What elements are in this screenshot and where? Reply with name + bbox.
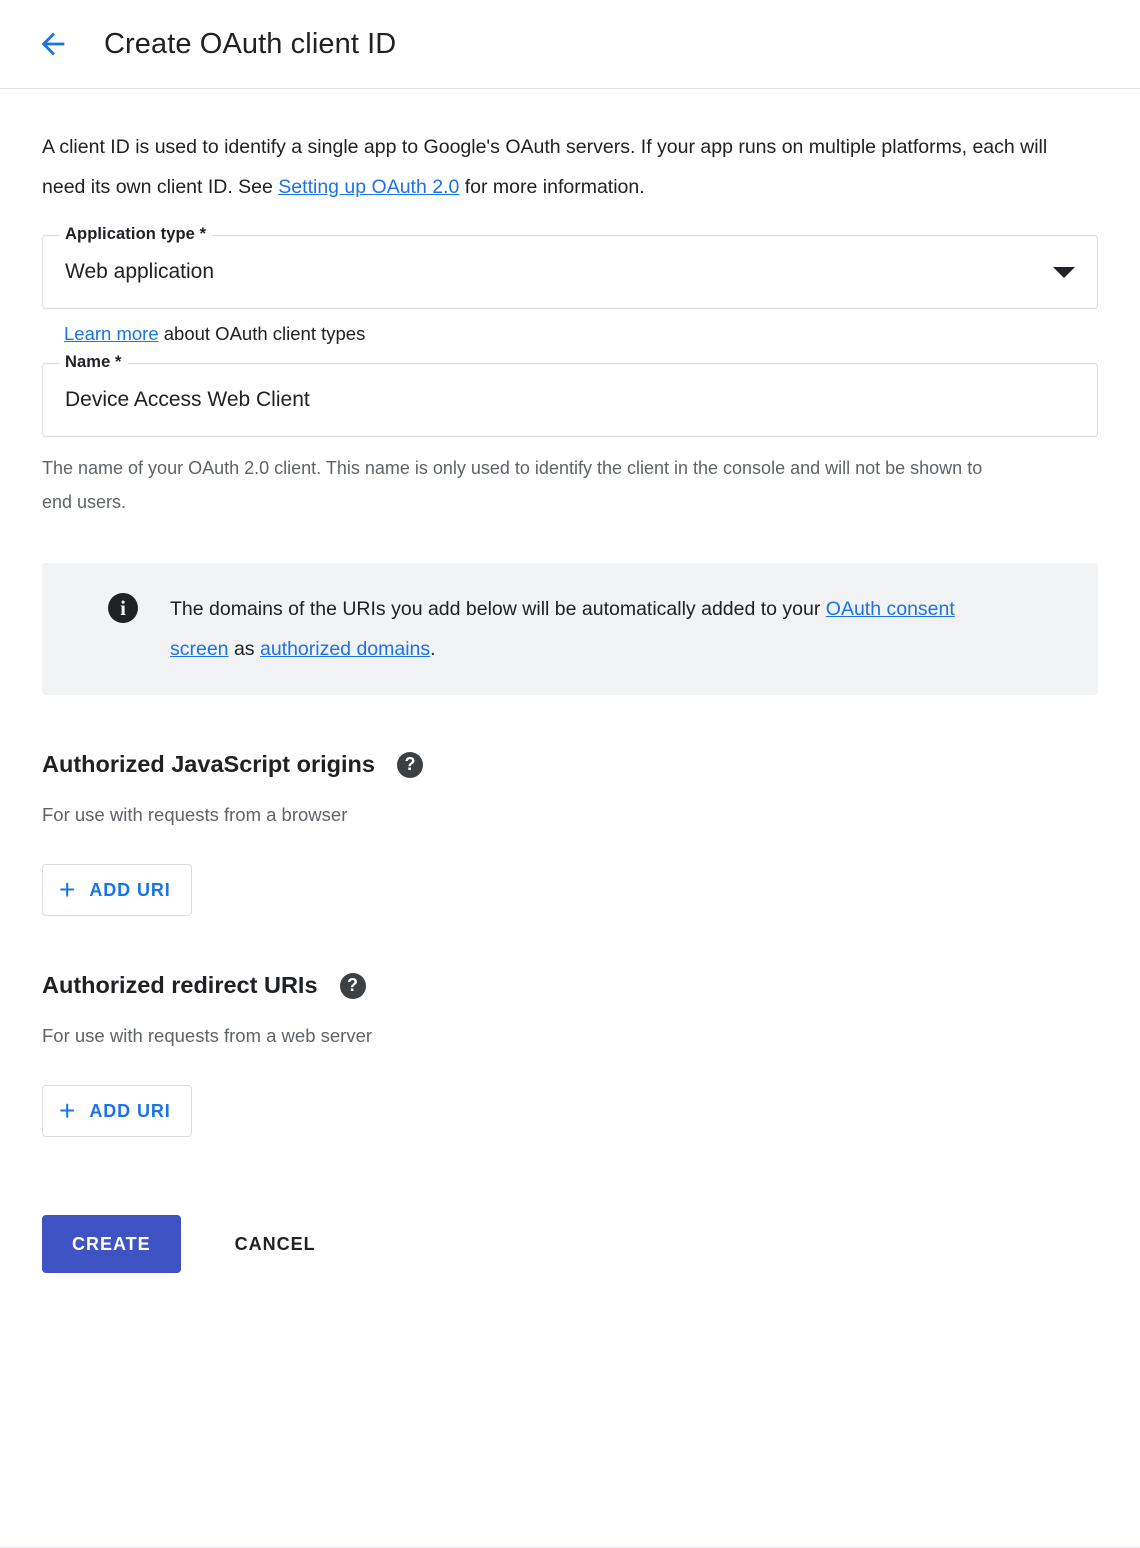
add-uri-button-redirect-uris[interactable] bbox=[42, 1085, 192, 1137]
info-banner bbox=[42, 563, 1098, 695]
info-icon: i bbox=[108, 593, 138, 623]
application-type-select[interactable] bbox=[42, 225, 1098, 309]
page-header bbox=[0, 0, 1140, 89]
add-uri-button-js-origins[interactable] bbox=[42, 864, 192, 916]
intro-text-part2: for more information. bbox=[459, 176, 645, 198]
back-arrow-icon[interactable] bbox=[30, 21, 76, 67]
javascript-origins-title: Authorized JavaScript origins bbox=[42, 751, 375, 777]
cancel-button[interactable]: CANCEL bbox=[229, 1233, 322, 1256]
info-text-1: The domains of the URIs you add below will be automatically added to your bbox=[170, 598, 826, 620]
learn-more-link[interactable]: Learn more bbox=[64, 323, 159, 344]
plus-icon: + bbox=[59, 874, 76, 905]
info-banner-text bbox=[170, 589, 1000, 669]
redirect-uris-section bbox=[42, 972, 1098, 1137]
chevron-down-icon[interactable] bbox=[1053, 267, 1075, 278]
redirect-uris-subtitle: For use with requests from a web server bbox=[42, 1025, 373, 1046]
setting-up-oauth-link[interactable]: Setting up OAuth 2.0 bbox=[278, 176, 460, 198]
form-actions bbox=[42, 1215, 1098, 1333]
name-field[interactable] bbox=[42, 353, 1098, 437]
javascript-origins-subtitle: For use with requests from a browser bbox=[42, 804, 348, 825]
application-type-helper bbox=[42, 323, 1098, 345]
add-uri-label: ADD URI bbox=[89, 1100, 171, 1121]
application-type-label: Application type * bbox=[59, 225, 212, 244]
name-field-helper: The name of your OAuth 2.0 client. This name is only used to identify the client in the console and will not be shown to end users. bbox=[42, 458, 983, 512]
redirect-uris-title: Authorized redirect URIs bbox=[42, 972, 318, 998]
help-icon[interactable]: ? bbox=[340, 973, 366, 999]
name-field-value[interactable]: Device Access Web Client bbox=[65, 388, 310, 411]
oauth-consent-screen-link[interactable]: OAuth consent screen bbox=[170, 598, 955, 660]
intro-text-part1: A client ID is used to identify a single app to Google's OAuth servers. If your app runs on multiple platforms, each will need its own client ID. See bbox=[42, 136, 1048, 198]
application-type-value: Web application bbox=[65, 260, 215, 283]
authorized-domains-link[interactable]: authorized domains bbox=[259, 638, 431, 660]
create-button[interactable]: CREATE bbox=[42, 1215, 181, 1273]
name-field-label: Name * bbox=[59, 353, 128, 372]
redirect-uris-header bbox=[42, 972, 1098, 999]
learn-more-rest: about OAuth client types bbox=[158, 323, 366, 344]
page-title: Create OAuth client ID bbox=[104, 27, 397, 60]
plus-icon: + bbox=[59, 1095, 76, 1126]
add-uri-label: ADD URI bbox=[89, 879, 171, 900]
javascript-origins-section bbox=[42, 751, 1098, 916]
info-text-2: as bbox=[228, 638, 260, 660]
info-text-3: . bbox=[430, 638, 436, 660]
help-icon[interactable]: ? bbox=[397, 752, 423, 778]
intro-paragraph bbox=[42, 127, 1052, 207]
main-content bbox=[0, 89, 1140, 1333]
javascript-origins-header bbox=[42, 751, 1098, 778]
